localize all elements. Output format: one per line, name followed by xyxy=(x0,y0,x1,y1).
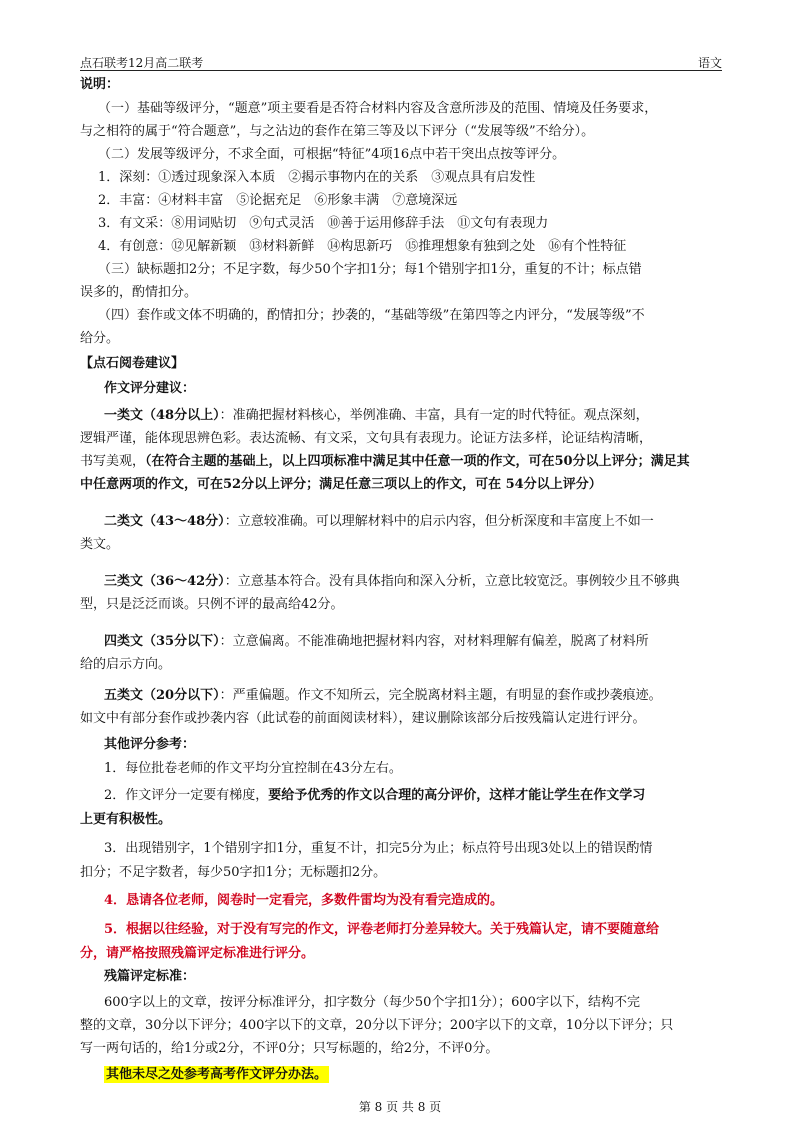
explain-p3-line2: 误多的，酌情扣分。 xyxy=(80,285,198,300)
class2-line2: 类文。 xyxy=(80,537,120,552)
other-rule5-line2: 分，请严格按照残篇评定标准进行评分。 xyxy=(80,946,315,961)
class5-line1: 五类文（20分以下）：严重偏题。作文不知所云，完全脱离材料主题，有明显的套作或抄袭痕迹。 xyxy=(104,688,662,703)
class5-line2: 如文中有部分套作或抄袭内容（此试卷的前面阅读材料），建议删除该部分后按残篇认定进行评分。 xyxy=(80,711,646,726)
class1-line1: 一类文（48分以上）：准确把握材料核心，举例准确、丰富，具有一定的时代特征。观点深刻， xyxy=(104,408,649,423)
feature-deep: 1．深刻：①透过现象深入本质 ②揭示事物内在的关系 ③观点具有启发性 xyxy=(98,170,536,185)
class4-line2: 给的启示方向。 xyxy=(80,657,172,672)
class2-line1: 二类文（43～48分）：立意较准确。可以理解材料中的启示内容，但分析深度和丰富度上不如一 xyxy=(104,514,654,529)
class1-line2: 逻辑严谨，能体现思辨色彩。表达流畅、有文采，文句具有表现力。论证方法多样，论证结构清晰， xyxy=(80,431,653,446)
feature-creative: 4．有创意：⑫见解新颖 ⑬材料新鲜 ⑭构思新巧 ⑮推理想象有独到之处 ⑯有个性特征 xyxy=(98,239,627,254)
other-rule3-line2: 扣分；不足字数者，每少50字扣1分；无标题扣2分。 xyxy=(80,865,387,880)
explain-p4-line1: （四）套作或文体不明确的，酌情扣分；抄袭的，“基础等级”在第四等之内评分，“发展等级”不 xyxy=(98,308,645,323)
feature-rich: 2．丰富：④材料丰富 ⑤论据充足 ⑥形象丰满 ⑦意境深远 xyxy=(98,193,458,208)
header-exam-name: 点石联考12月高二联考 xyxy=(80,56,204,70)
class5-heading: 五类文（20分以下） xyxy=(104,688,220,703)
class3-line2: 型，只是泛泛而谈。只例不评的最高给42分。 xyxy=(80,597,344,612)
explain-p3-line1: （三）缺标题扣2分；不足字数，每少50个字扣1分；每1个错别字扣1分，重复的不计；标点错 xyxy=(98,262,642,277)
explain-p2: （二）发展等级评分，不求全面，可根据“特征”4项16点中若干突出点按等评分。 xyxy=(98,147,566,162)
residual-line1: 600字以上的文章，按评分标准评分，扣字数分（每少50个字扣1分）；600字以下，结构不完 xyxy=(104,995,640,1010)
feature-literary: 3．有文采：⑧用词贴切 ⑨句式灵活 ⑩善于运用修辞手法 ⑪文句有表现力 xyxy=(98,216,549,231)
other-rule2-line1: 2．作文评分一定要有梯度，要给予优秀的作文以合理的高分评价，这样才能让学生在作文学习 xyxy=(104,788,646,803)
final-note: 其他未尽之处参考高考作文评分办法。 xyxy=(106,1067,328,1082)
class3-heading: 三类文（36～42分） xyxy=(104,574,225,589)
explain-title: 说明： xyxy=(80,77,120,92)
residual-title: 残篇评定标准： xyxy=(104,969,196,984)
advice-subtitle: 作文评分建议： xyxy=(104,381,196,396)
class3-line1: 三类文（36～42分）：立意基本符合。没有具体指向和深入分析，立意比较宽泛。事例较少且不够典 xyxy=(104,574,680,589)
other-rule4: 4．恳请各位老师，阅卷时一定看完，多数件雷均为没有看完造成的。 xyxy=(104,893,504,908)
class1-line4: 中任意两项的作文，可在52分以上评分；满足任意三项以上的作文，可在 54分以上评分） xyxy=(80,477,602,492)
other-rule3-line1: 3．出现错别字，1个错别字扣1分，重复不计，扣完5分为止；标点符号出现3处以上的错误酌情 xyxy=(104,841,653,856)
other-rule2-line2: 上更有积极性。 xyxy=(80,812,172,827)
class2-heading: 二类文（43～48分） xyxy=(104,514,225,529)
residual-line2: 整的文章，30分以下评分；400字以下的文章，20分以下评分；200字以下的文章，10分以下评分；只 xyxy=(80,1018,674,1033)
other-rule5-line1: 5．根据以往经验，对于没有写完的作文，评卷老师打分差异较大。关于残篇认定，请不要随意给 xyxy=(104,922,660,937)
other-title: 其他评分参考： xyxy=(104,737,196,752)
final-note-line xyxy=(104,1066,329,1084)
page-number: 第 8 页 共 8 页 xyxy=(358,1100,442,1114)
class4-line1: 四类文（35分以下）：立意偏离。不能准确地把握材料内容，对材料理解有偏差，脱离了材料所 xyxy=(104,634,649,649)
explain-p1-line2: 与之相符的属于“符合题意”，与之沾边的套作在第三等及以下评分（“发展等级”不给分）。 xyxy=(80,124,595,139)
page-header xyxy=(80,54,722,71)
class4-heading: 四类文（35分以下） xyxy=(104,634,220,649)
class1-heading: 一类文（48分以上） xyxy=(104,408,220,423)
other-rule1: 1．每位批卷老师的作文平均分宜控制在43分左右。 xyxy=(104,761,402,776)
class1-line3: 书写美观，（在符合主题的基础上，以上四项标准中满足其中任意一项的作文，可在50分以上评分；满足其 xyxy=(80,454,690,469)
header-subject: 语文 xyxy=(697,56,722,70)
residual-line3: 写一两句话的，给1分或2分，不评0分；只写标题的，给2分，不评0分。 xyxy=(80,1041,499,1056)
explain-p4-line2: 给分。 xyxy=(80,331,120,346)
advice-title: 【点石阅卷建议】 xyxy=(80,356,185,371)
explain-p1-line1: （一）基础等级评分，“题意”项主要看是否符合材料内容及含意所涉及的范围、情境及任务要求， xyxy=(98,101,658,116)
